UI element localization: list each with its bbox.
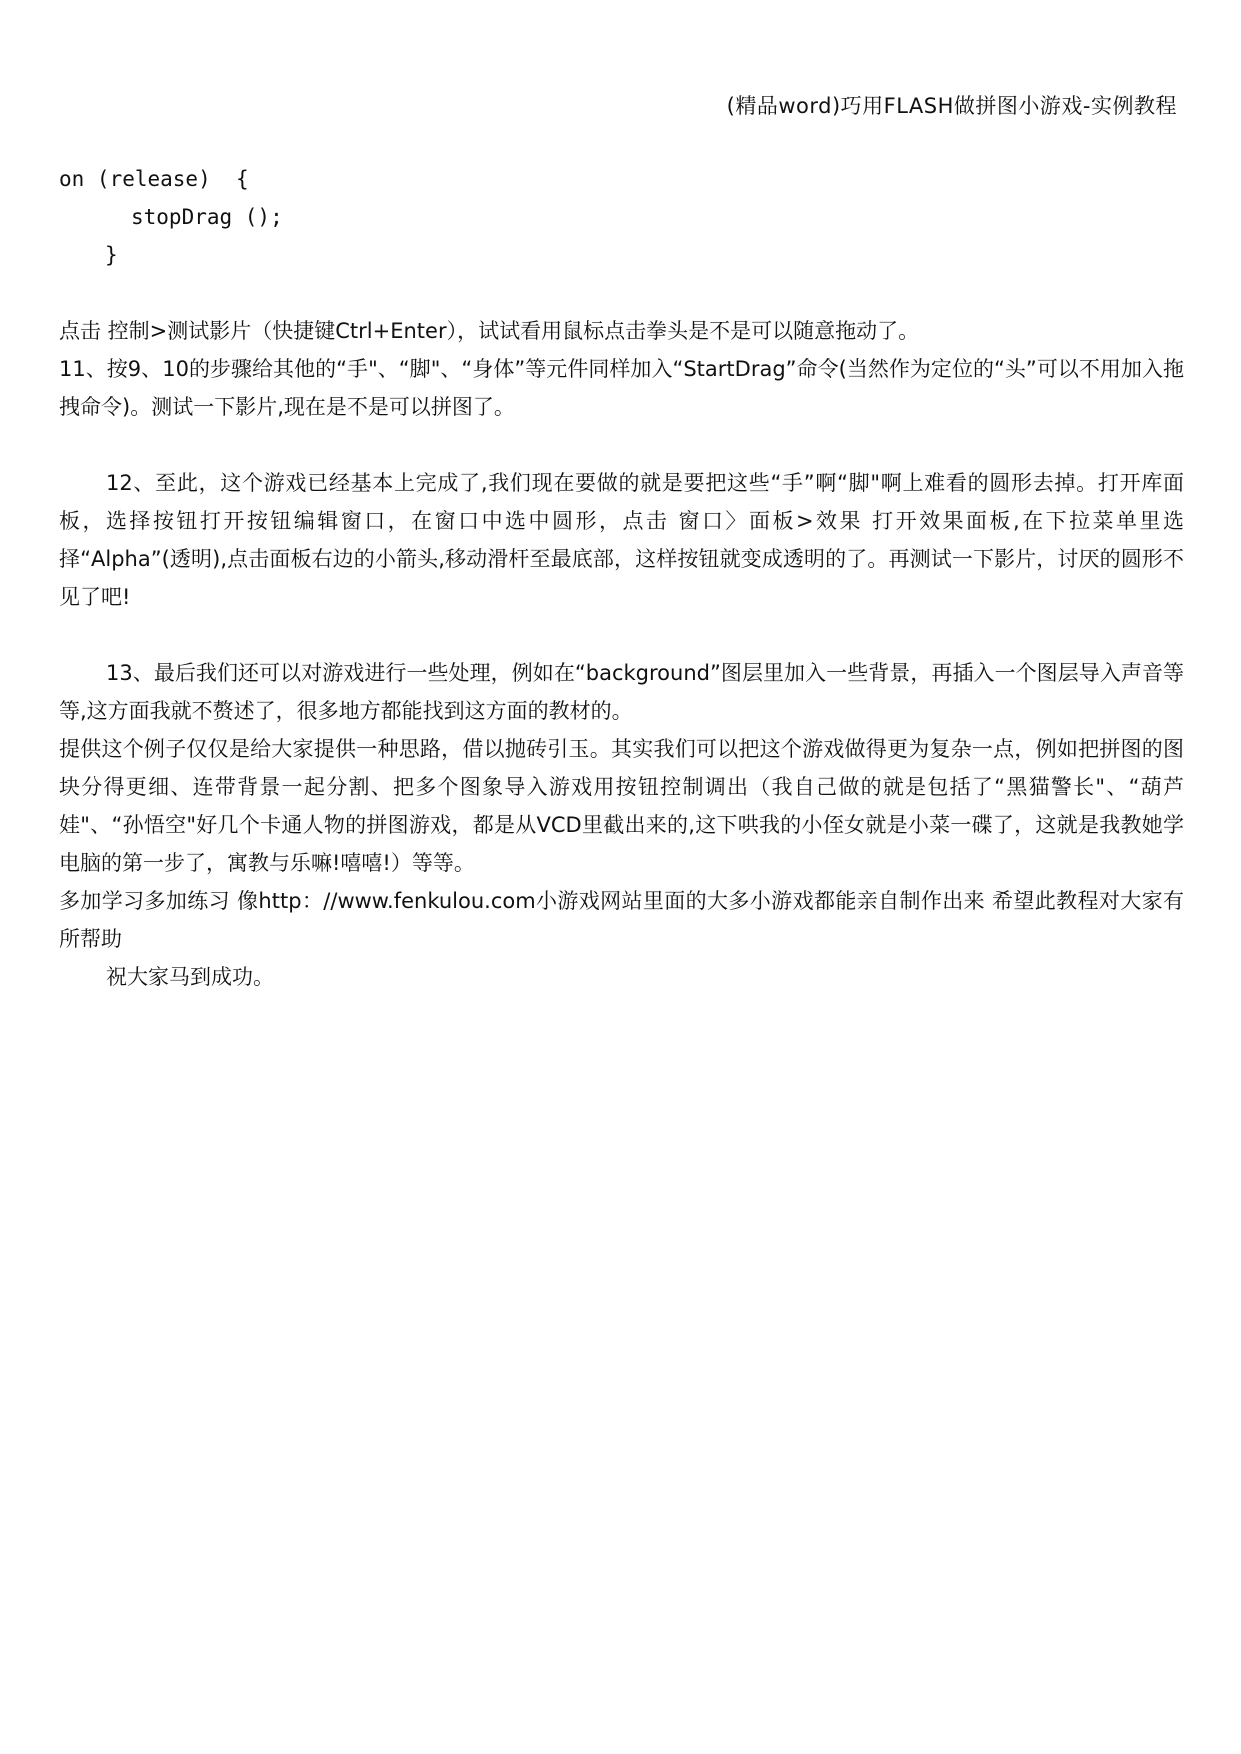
document-body [59,160,1184,996]
paragraph-step-13: 13、最后我们还可以对游戏进行一些处理，例如在“background”图层里加入一些背景，再插入一个图层导入声音等等,这方面我就不赘述了，很多地方都能找到这方面的教材的。 [59,661,1184,723]
spacer [59,274,1184,312]
paragraph-step-12: 12、至此，这个游戏已经基本上完成了,我们现在要做的就是要把这些“手”啊“脚"啊上难看的圆形去掉。打开库面板，选择按钮打开按钮编辑窗口，在窗口中选中圆形，点击 窗口〉面板>效果 打开效果面板,在下拉菜单里选择“Alpha”(透明),点击面板右边的小箭头,移动滑杆至最底部，这样按钮就变成透明的了。再测试一下影片，讨厌的圆形不见了吧! [59,471,1184,609]
code-line-close-brace: } [105,243,118,267]
spacer [59,426,1184,464]
document-header: (精品word)巧用FLASH做拼图小游戏-实例教程 [726,94,1177,118]
paragraph-closing-wish: 祝大家马到成功。 [106,965,274,989]
paragraph-summary: 提供这个例子仅仅是给大家提供一种思路，借以抛砖引玉。其实我们可以把这个游戏做得更为复杂一点，例如把拼图的图块分得更细、连带背景一起分割、把多个图象导入游戏用按钮控制调出（我自己做的就是包括了“黑猫警长"、“葫芦娃"、“孙悟空"好几个卡通人物的拼图游戏，都是从VCD里截出来的,这下哄我的小侄女就是小菜一碟了，这就是我教她学电脑的第一步了，寓教与乐嘛!嘻嘻!）等等。 [59,737,1184,875]
code-line-on-release: on (release) { [59,167,249,191]
paragraph-step-11: 11、按9、10的步骤给其他的“手"、“脚"、“身体”等元件同样加入“StartDrag”命令(当然作为定位的“头”可以不用加入拖拽命令)。测试一下影片,现在是不是可以拼图了。 [59,357,1184,419]
code-line-stopdrag: stopDrag (); [131,205,283,229]
spacer [59,616,1184,654]
paragraph-test-movie: 点击 控制>测试影片（快捷键Ctrl+Enter），试试看用鼠标点击拳头是不是可以随意拖动了。 [59,319,920,343]
paragraph-practice: 多加学习多加练习 像http：//www.fenkulou.com小游戏网站里面的大多小游戏都能亲自制作出来 希望此教程对大家有所帮助 [59,889,1184,951]
